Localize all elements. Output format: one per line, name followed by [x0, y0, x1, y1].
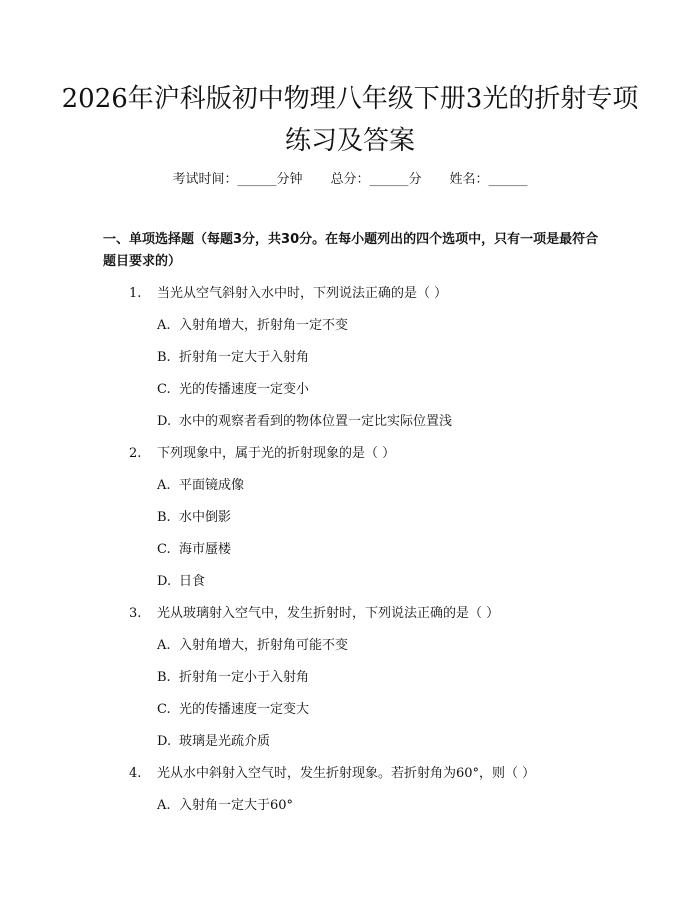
option-label: B. — [157, 350, 171, 365]
question-1-option-a — [157, 314, 348, 333]
option-text: 水中倒影 — [179, 510, 232, 525]
option-label: A. — [157, 478, 171, 493]
exam-time-field: 考试时间：______分钟 — [172, 172, 303, 187]
option-text: 入射角增大，折射角可能不变 — [179, 638, 349, 653]
question-text: 下列现象中，属于光的折射现象的是（ ） — [157, 446, 396, 461]
question-2-option-c — [157, 538, 231, 557]
option-label: A. — [157, 798, 171, 813]
question-3-option-a — [157, 634, 348, 653]
question-3-option-c — [157, 698, 309, 717]
option-label: D. — [157, 574, 172, 589]
option-label: B. — [157, 670, 171, 685]
question-1 — [129, 282, 447, 301]
question-3-option-b — [157, 666, 309, 685]
total-score-field: 总分：______分 — [330, 172, 422, 187]
option-label: D. — [157, 734, 172, 749]
option-text: 折射角一定小于入射角 — [179, 670, 310, 685]
option-text: 日食 — [179, 574, 206, 589]
option-text: 平面镜成像 — [179, 478, 245, 493]
option-text: 光的传播速度一定变小 — [179, 382, 310, 397]
question-4 — [129, 762, 535, 781]
option-text: 光的传播速度一定变大 — [179, 702, 310, 717]
question-text: 当光从空气斜射入水中时，下列说法正确的是（ ） — [157, 286, 448, 301]
question-number: 3. — [129, 606, 142, 621]
option-label: C. — [157, 542, 171, 557]
question-text: 光从水中斜射入空气时，发生折射现象。若折射角为60°，则（ ） — [157, 766, 536, 781]
question-4-option-a — [157, 794, 293, 813]
student-name-field: 姓名：______ — [449, 172, 528, 187]
document-title: 2026年沪科版初中物理八年级下册3光的折射专项练习及答案 — [61, 84, 639, 156]
option-text: 入射角一定大于60° — [179, 798, 294, 813]
question-1-option-c — [157, 378, 309, 397]
section-heading: 一、单项选择题（每题3分，共30分。在每小题列出的四个选项中，只有一项是最符合题目要求的） — [103, 232, 599, 269]
question-3-option-d — [157, 730, 270, 749]
question-3 — [129, 602, 499, 621]
question-2 — [129, 442, 395, 461]
question-2-option-a — [157, 474, 244, 493]
option-text: 玻璃是光疏介质 — [179, 734, 271, 749]
option-label: B. — [157, 510, 171, 525]
question-1-option-b — [157, 346, 309, 365]
option-text: 水中的观察者看到的物体位置一定比实际位置浅 — [179, 414, 453, 429]
question-number: 2. — [129, 446, 142, 461]
question-2-option-b — [157, 506, 231, 525]
question-1-option-d — [157, 410, 452, 429]
option-label: C. — [157, 702, 171, 717]
option-text: 入射角增大，折射角一定不变 — [179, 318, 349, 333]
question-text: 光从玻璃射入空气中，发生折射时，下列说法正确的是（ ） — [157, 606, 500, 621]
question-number: 4. — [129, 766, 142, 781]
option-label: A. — [157, 318, 171, 333]
option-text: 折射角一定大于入射角 — [179, 350, 310, 365]
option-label: A. — [157, 638, 171, 653]
option-label: C. — [157, 382, 171, 397]
exam-info-line — [0, 168, 700, 187]
option-label: D. — [157, 414, 172, 429]
question-number: 1. — [129, 286, 142, 301]
question-2-option-d — [157, 570, 205, 589]
option-text: 海市蜃楼 — [179, 542, 232, 557]
